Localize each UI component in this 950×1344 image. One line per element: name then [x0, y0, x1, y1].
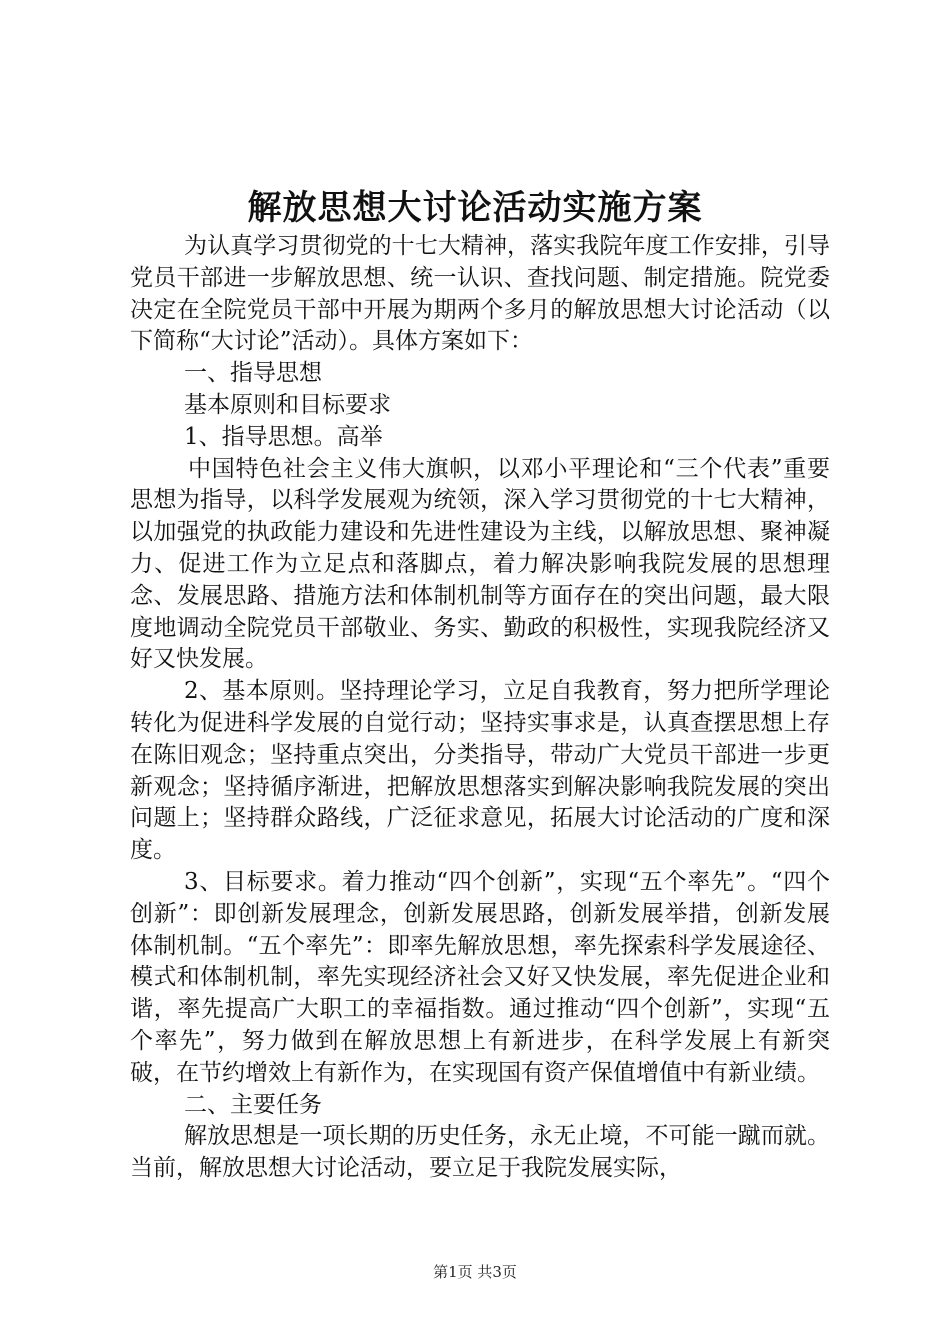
paragraph-basic-principles: 2、基本原则。坚持理论学习，立足自我教育，努力把所学理论转化为促进科学发展的自觉行动；坚持实事求是，认真查摆思想上存在陈旧观念；坚持重点突出，分类指导，带动广大党员干部进一步更新观念；坚持循序渐进，把解放思想落实到解决影响我院发展的突出问题上；坚持群众路线，广泛征求意见，拓展大讨论活动的广度和深度。	[130, 678, 830, 864]
heading-main-tasks: 二、主要任务	[184, 1091, 322, 1118]
paragraph-guiding-thought-lead: 1、指导思想。高举	[184, 423, 383, 450]
paragraph-goals: 3、目标要求。着力推动“四个创新”，实现“五个率先”。“四个创新”：即创新发展理念，创新发展思路，创新发展举措，创新发展体制机制。“五个率先”：即率先解放思想，率先探索科学发展途径、模式和体制机制，率先实现经济社会又好又快发展，率先促进企业和谐，率先提高广大职工的幸福指数。通过推动“四个创新”，实现“五个率先”，努力做到在解放思想上有新进步，在科学发展上有新突破，在节约增效上有新作为，在实现国有资产保值增值中有新业绩。	[130, 868, 830, 1086]
heading-principles-goals: 基本原则和目标要求	[184, 391, 391, 418]
heading-guiding-thought: 一、指导思想	[184, 360, 322, 387]
paragraph-guiding-thought-body: 中国特色社会主义伟大旗帜，以邓小平理论和“三个代表”重要思想为指导，以科学发展观为统领，深入学习贯彻党的十七大精神，以加强党的执政能力建设和先进性建设为主线，以解放思想、聚神凝力、促进工作为立足点和落脚点，着力解决影响我院发展的思想理念、发展思路、措施方法和体制机制等方面存在的突出问题，最大限度地调动全院党员干部敬业、务实、勤政的积极性，实现我院经济又好又快发展。	[130, 455, 830, 673]
document-title: 解放思想大讨论活动实施方案	[247, 188, 703, 228]
page-footer: 第1页 共3页	[433, 1263, 517, 1281]
paragraph-main-tasks: 解放思想是一项长期的历史任务，永无止境，不可能一蹴而就。当前，解放思想大讨论活动，要立足于我院发展实际，	[130, 1123, 830, 1182]
document-body	[130, 231, 830, 1185]
paragraph-intro: 为认真学习贯彻党的十七大精神，落实我院年度工作安排，引导党员干部进一步解放思想、统一认识、查找问题、制定措施。院党委决定在全院党员干部中开展为期两个多月的解放思想大讨论活动（以下简称“大讨论”活动）。具体方案如下：	[130, 233, 830, 355]
